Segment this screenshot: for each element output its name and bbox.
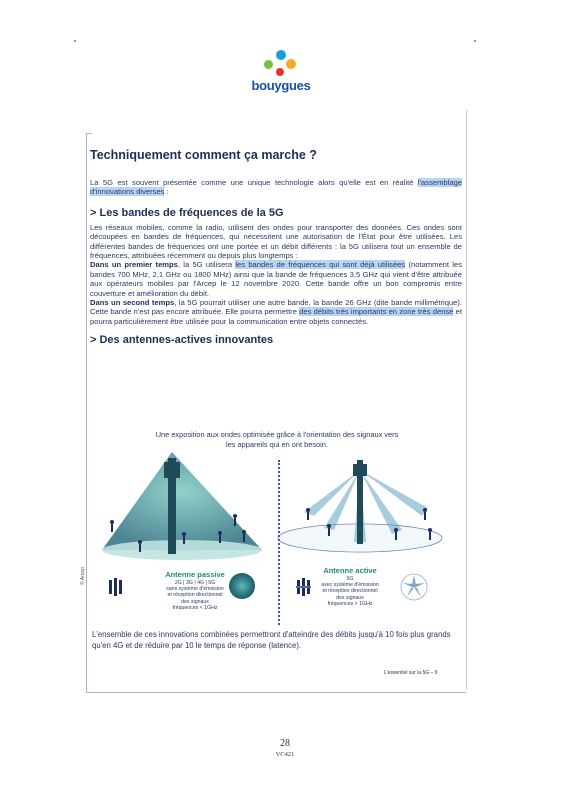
first-phase-paragraph: Dans un premier temps, la 5G utilisera les bandes de fréquences qui sont déjà utilisées (notamment les bandes 700 MHz, 2,1 GHz ou 1800 MHz) ainsi que la bande de fréquences 3,5 GHz qui vient d'être attribuée aux opérateurs mobiles par l'Arcep le 12 novembre 2020. Cette bande offre un bon compromis entre couverture et amélioration du débit. <box>90 260 462 298</box>
frame-bottom <box>86 692 466 693</box>
bouygues-logo <box>241 50 321 93</box>
passive-antenna-title: Antenne passive <box>165 570 225 579</box>
diagram-caption: Une exposition aux ondes optimisée grâce à l'orientation des signaux vers les appareils qui en ont besoin. <box>155 430 399 449</box>
conclusion-paragraph: L'ensemble de ces innovations combinées permettront d'atteindre des débits jusqu'à 10 fois plus grands qu'en 4G et de réduire par 10 le temps de réponse (latence). <box>92 630 451 650</box>
page-code: VC421 <box>275 751 295 758</box>
logo-dots-icon <box>256 50 306 80</box>
article-content <box>90 148 462 346</box>
section-heading-antennas: > Des antennes-actives innovantes <box>90 334 274 347</box>
conclusion-block <box>92 630 464 651</box>
passive-antenna-description: 2G | 3G | 4G | 5G sans système d'émission et réception directionnel des signaux fréquences < 1GHz <box>166 580 224 611</box>
active-antenna-icon <box>278 460 442 552</box>
active-antenna-description: 5G avec système d'émission et réception directionnel des signaux fréquences > 1GHz <box>321 576 379 607</box>
active-antenna-small-icon <box>296 578 311 596</box>
frame-right <box>466 110 467 690</box>
image-credit: © Arcep <box>80 567 86 585</box>
diagram-divider <box>278 460 280 625</box>
scan-speck <box>474 40 476 42</box>
intro-paragraph: La 5G est souvent présentée comme une unique technologie alors qu'elle est en réalité l'assemblage d'innovations diverses : <box>90 178 462 197</box>
page-title: Techniquement comment ça marche ? <box>90 148 317 162</box>
passive-radiation-icon <box>229 573 255 599</box>
scan-speck <box>74 40 76 42</box>
passive-antenna-icon <box>102 452 262 560</box>
active-radiation-icon <box>401 574 427 600</box>
section-heading-frequencies: > Les bandes de fréquences de la 5G <box>90 206 284 219</box>
frame-top <box>86 133 92 134</box>
passive-antenna-small-icon <box>109 578 122 596</box>
logo-text: bouygues <box>251 78 311 93</box>
frame-left <box>86 133 87 693</box>
frequencies-paragraph: Les réseaux mobiles, comme la radio, utilisent des ondes pour transporter des données. Ces ondes sont découpées en bandes de fréquences, qui nécessitent une autorisation de l'État pour être utilisées. Les différentes bandes de fréquences ont une portée et un débit différents : la 5G utilisera tout un ensemble de fréquences, attribuées récemment ou depuis plus longtemps : <box>90 222 462 261</box>
document-footer: L'essentiel sur la 5G – 9 <box>384 670 438 676</box>
active-antenna-title: Antenne active <box>323 566 377 575</box>
antenna-diagram <box>92 430 464 626</box>
second-phase-paragraph: Dans un second temps, la 5G pourrait utiliser une autre bande, la bande 26 GHz (dite bande millimétrique). Cette bande n'est pas encore attribuée. Elle pourra permettre des débits très importants en zone très dense et pourra particulièrement être utilisée pour la communication entre objets connectés. <box>90 298 462 326</box>
page-number: 28 <box>280 738 290 749</box>
